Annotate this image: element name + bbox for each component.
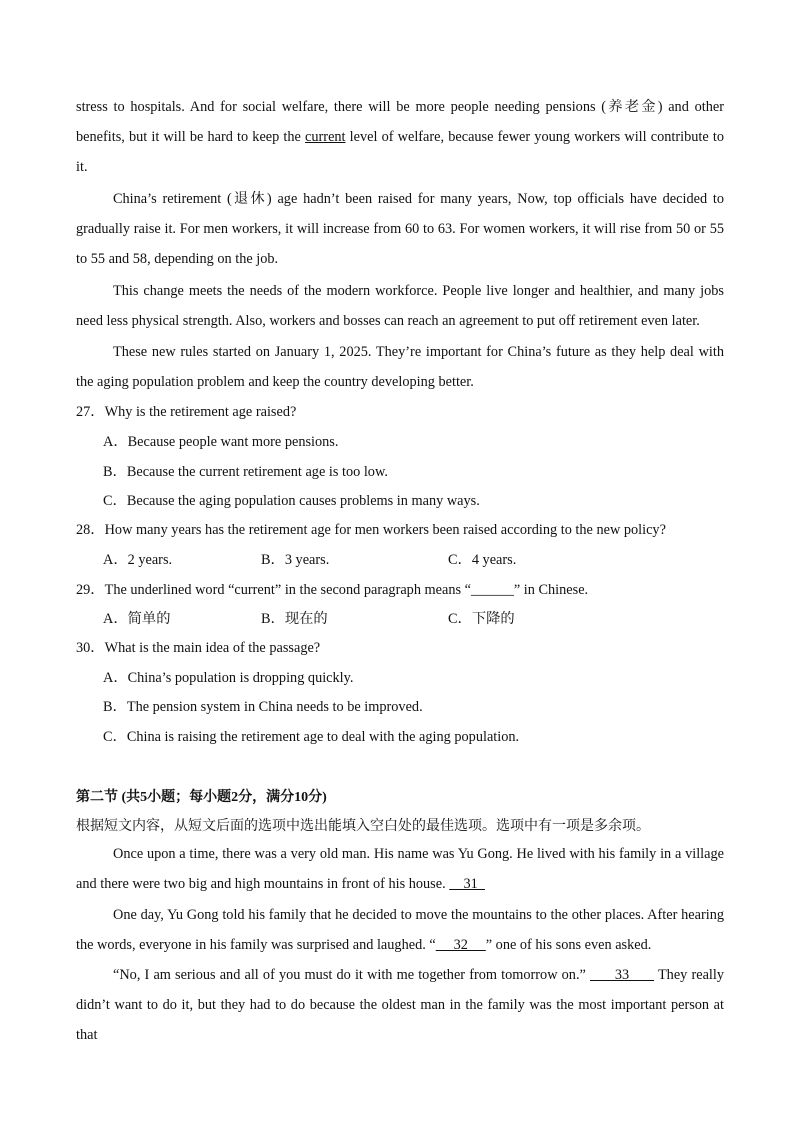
question-29-option-a[interactable]: A．简单的 (103, 611, 171, 627)
question-29-option-b[interactable]: B．现在的 (261, 611, 328, 627)
underlined-word-current: current (305, 129, 346, 145)
story-paragraph-3 (76, 960, 724, 1050)
question-27-stem: 27．Why is the retirement age raised? (76, 404, 297, 420)
blank-32[interactable]: 32 (435, 937, 486, 953)
story-paragraph-1 (76, 839, 724, 899)
question-28-option-a[interactable]: A．2 years. (103, 552, 173, 568)
story-text: ” one of his sons even asked. (485, 937, 652, 953)
question-30-option-a[interactable]: A．China’s population is dropping quickly. (103, 670, 354, 686)
question-30-stem: 30．What is the main idea of the passage? (76, 640, 321, 656)
story-text: They really didn’t want to do it, but they had to do because the oldest man in the family was the most important person at that (76, 967, 725, 1043)
story-text: One day, Yu Gong told his family that he decided to move the mountains to the other places. After hearing the words, everyone in his family was surprised and laughed. “ (76, 907, 724, 953)
story-paragraph-2 (76, 900, 724, 960)
question-28-option-b[interactable]: B．3 years. (261, 552, 330, 568)
question-30-option-c[interactable]: C．China is raising the retirement age to deal with the aging population. (103, 729, 520, 745)
passage-text: stress to hospitals. And for social welfare, there will be more people needing pensions (养老金) and other benefits, but it will be hard to keep the (76, 99, 724, 145)
passage-paragraph-1 (76, 92, 724, 182)
passage-paragraph-4: These new rules started on January 1, 2025. They’re important for China’s future as they help deal with the aging population problem and keep the country developing better. (76, 344, 724, 390)
passage-text: level of welfare, because fewer young workers will contribute to it. (76, 129, 724, 175)
question-30-option-b[interactable]: B．The pension system in China needs to be improved. (103, 699, 423, 715)
question-27-option-c[interactable]: C．Because the aging population causes problems in many ways. (103, 493, 480, 509)
question-27-option-a[interactable]: A．Because people want more pensions. (103, 434, 339, 450)
question-27-option-b[interactable]: B．Because the current retirement age is too low. (103, 464, 388, 480)
question-28-stem: 28．How many years has the retirement age for men workers been raised according to the new policy? (76, 522, 666, 538)
blank-31[interactable]: 31 (449, 876, 485, 892)
section-2-instruction: 根据短文内容，从短文后面的选项中选出能填入空白处的最佳选项。选项中有一项是多余项。 (76, 819, 650, 834)
question-29-option-c[interactable]: C．下降的 (448, 611, 515, 627)
question-28-option-c[interactable]: C．4 years. (448, 552, 517, 568)
story-text: Once upon a time, there was a very old man. His name was Yu Gong. He lived with his family in a village and there were two big and high mountains in front of his house. (76, 846, 724, 892)
blank-33[interactable]: 33 (590, 967, 655, 983)
passage-paragraph-2: China’s retirement (退休) age hadn’t been raised for many years, Now, top officials have decided to gradually raise it. For men workers, it will increase from 60 to 63. For women workers, it will rise from 50 or 55 to 55 and 58, depending on the job. (76, 191, 724, 267)
question-29-stem: 29．The underlined word “current” in the second paragraph means “______” in Chinese. (76, 582, 589, 598)
passage-paragraph-3: This change meets the needs of the modern workforce. People live longer and healthier, and many jobs need less physical strength. Also, workers and bosses can reach an agreement to put off retirement even later. (76, 283, 724, 329)
section-2-heading: 第二节 (共5小题；每小题2分，满分10分) (76, 790, 327, 805)
story-text: “No, I am serious and all of you must do it with me together from tomorrow on.” (113, 967, 591, 983)
